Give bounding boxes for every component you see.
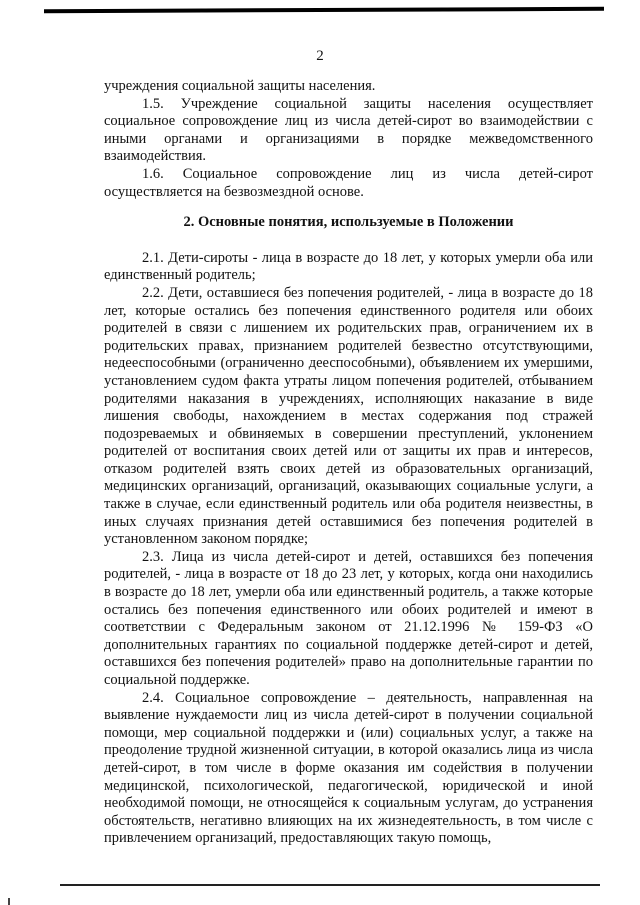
paragraph-continuation: учреждения социальной защиты населения.: [104, 78, 376, 94]
section-title: 2. Основные понятия, используемые в Положении: [183, 214, 514, 231]
paragraph-2-4: 2.4. Социальное сопровождение – деятельность, направленная на выявление нуждаемости лиц из числа детей-сирот в получении социальной помощи, мер социальной поддержки и (или) социальных услуг, а также на преодоление трудной жизненной ситуации, в которой оказались лица из числа детей-сирот, в том числе в форме оказания им содействия в получении медицинской, психологической, педагогической, юридической и иной необходимой помощи, не относящейся к социальным услугам, до устранения обстоятельств, негативно влияющих на их жизнедеятельность, в том числе с привлечением организаций, предоставляющих такую помощь,: [104, 689, 593, 847]
scan-edge-top: [44, 7, 604, 13]
paragraph-2-2: 2.2. Дети, оставшиеся без попечения родителей, - лица в возрасте до 18 лет, которые остались без попечения единственного родителя или обоих родителей в связи с лишением их родительских прав, ограничением их в родительских правах, признанием родителей безвестно отсутствующими, недееспособными (ограниченно дееспособными), объявлением их умершими, установлением судом факта утраты лицом попечения родителей, отбыванием родителями наказания в учреждениях, исполняющих наказание в виде лишения свободы, нахождением в местах содержания под стражей подозреваемых и обвиняемых в совершении преступлений, уклонением родителей от воспитания своих детей или от защиты их прав и интересов, отказом родителей взять своих детей из образовательных организаций, медицинских организаций, организаций, оказывающих социальные услуги, а также в случае, если единственный родитель или оба родителя неизвестны, в иных случаях признания детей оставшимися без попечения родителей в установленном законом порядке;: [104, 284, 593, 548]
paragraph-2-3: 2.3. Лица из числа детей-сирот и детей, оставшихся без попечения родителей, - лица в возрасте от 18 до 23 лет, у которых, когда они находились в возрасте до 18 лет, умерли оба или единственный родитель, а также которые остались без попечения единственного или обоих родителей и имеют в соответствии с Федеральным законом от 21.12.1996 № 159-ФЗ «О дополнительных гарантиях по социальной поддержке детей-сирот и детей, оставшихся без попечения родителей» право на дополнительные гарантии по социальной поддержке.: [104, 548, 593, 688]
page-number: 2: [316, 48, 324, 64]
paragraph-2-1: 2.1. Дети-сироты - лица в возрасте до 18 лет, у которых умерли оба или единственный родитель;: [104, 249, 593, 284]
paragraph-1-5: 1.5. Учреждение социальной защиты населения осуществляет социальное сопровождение лиц из числа детей-сирот во взаимодействии с иными органами и организациями в порядке межведомственного взаимодействия.: [104, 95, 593, 165]
document-body: [104, 78, 593, 848]
scan-edge-bottom: [60, 884, 600, 886]
scan-mark: [8, 898, 10, 905]
paragraph-1-6: 1.6. Социальное сопровождение лиц из числа детей-сирот осуществляется на безвозмездной основе.: [104, 165, 593, 200]
